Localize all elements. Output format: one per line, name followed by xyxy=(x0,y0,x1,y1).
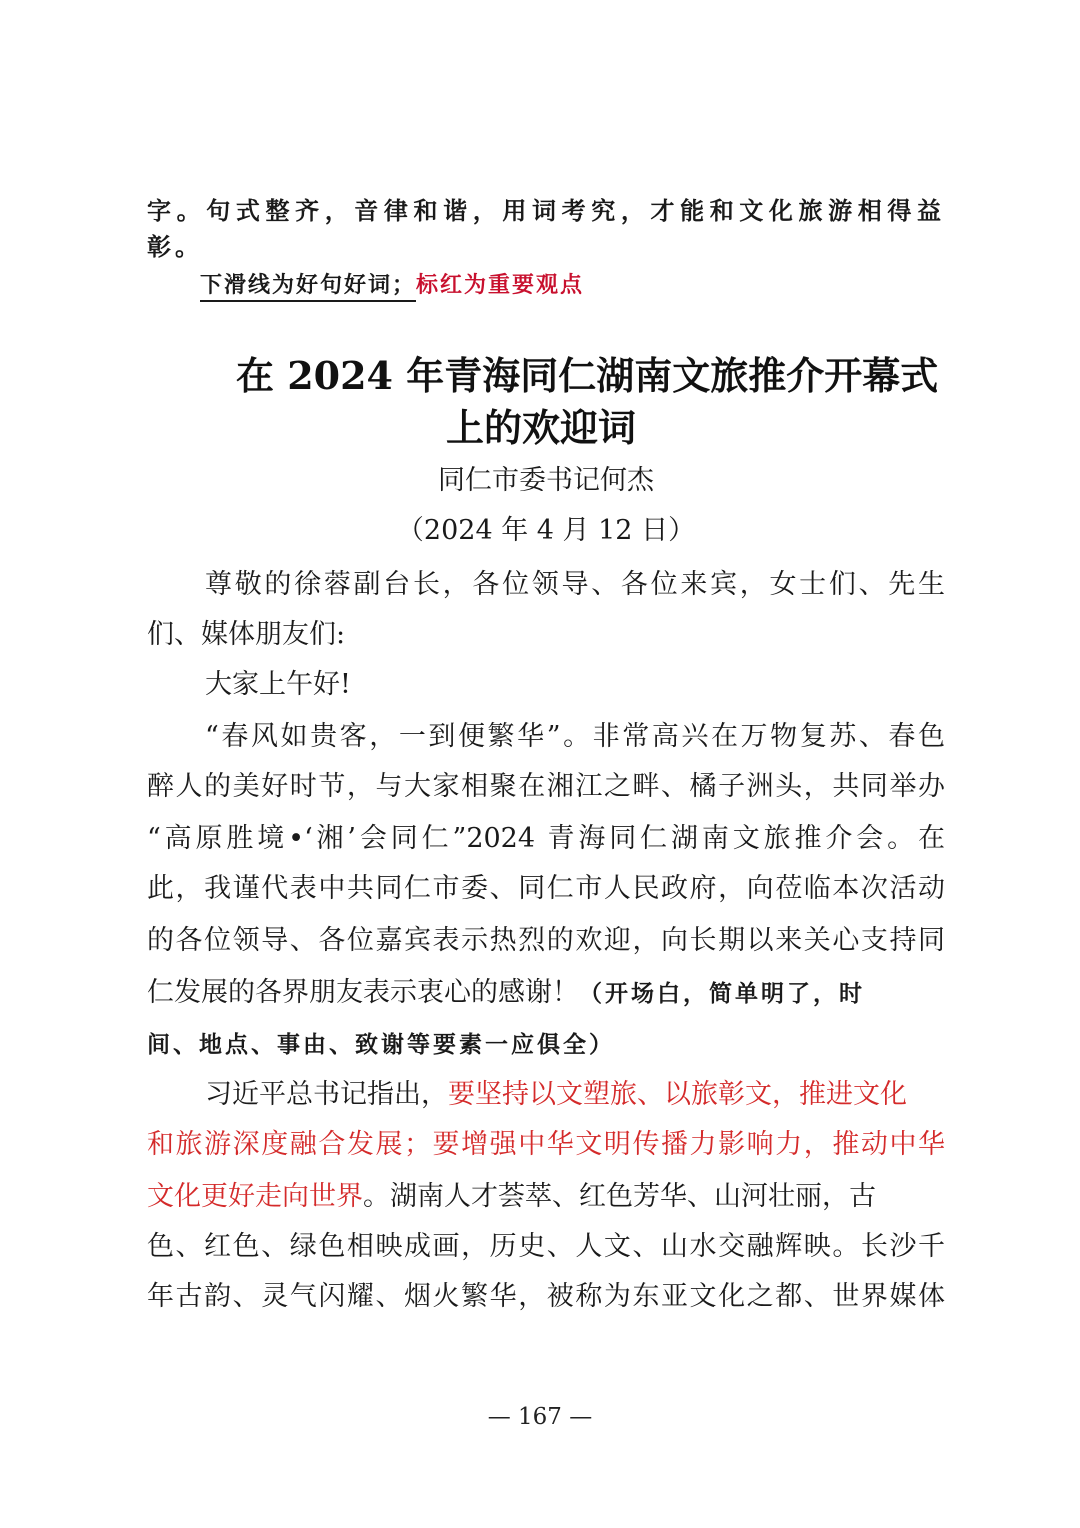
paragraph2-line-1 xyxy=(205,1078,945,1112)
paragraph1-line-7-note: 间、地点、事由、致谢等要素一应俱全） xyxy=(147,1032,615,1058)
paragraph1-line-6 xyxy=(147,976,945,1011)
legend-underline-text: 下滑线为好句好词； xyxy=(200,273,416,302)
paragraph1-line-1: “春风如贵客，一到便繁华”。非常高兴在万物复苏、春色 xyxy=(205,721,945,752)
paragraph1-line-4: 此，我谨代表中共同仁市委、同仁市人民政府，向莅临本次活动 xyxy=(147,873,945,904)
greeting-line-1: 尊敬的徐蓉副台长，各位领导、各位来宾，女士们、先生 xyxy=(205,569,945,600)
paragraph1-line-5: 的各位领导、各位嘉宾表示热烈的欢迎，向长期以来关心支持同 xyxy=(147,925,945,956)
paragraph2-line-5: 年古韵、灵气闪耀、烟火繁华，被称为东亚文化之都、世界媒体 xyxy=(147,1281,945,1312)
header-note-line-1: 字。句式整齐，音律和谐，用词考究，才能和文化旅游相得益 xyxy=(147,197,945,225)
header-note-line-2: 彰。 xyxy=(147,233,203,261)
paragraph1-line-6-text: 仁发展的各界朋友表示衷心的感谢！ xyxy=(147,977,579,1008)
greeting-line-2: 们、媒体朋友们: xyxy=(147,619,346,650)
date: （2024 年 4 月 12 日） xyxy=(396,515,696,546)
paragraph1-line-3: “高原胜境•‘湘’会同仁”2024 青海同仁湖南文旅推介会。在 xyxy=(147,823,945,854)
greeting-line-3: 大家上午好! xyxy=(205,669,351,700)
paragraph2-line-3-red: 文化更好走向世界 xyxy=(147,1181,363,1212)
paragraph2-line-3-plain: 。湖南人才荟萃、红色芳华、山河壮丽，古 xyxy=(363,1181,876,1212)
paragraph2-line-2-red: 和旅游深度融合发展；要增强中华文明传播力影响力，推动中华 xyxy=(147,1129,945,1160)
paragraph2-line-3 xyxy=(147,1180,945,1214)
title-line-1: 在 2024 年青海同仁湖南文旅推介开幕式 xyxy=(236,353,939,398)
legend-red-text: 标红为重要观点 xyxy=(416,273,585,298)
page-number: — 167 — xyxy=(487,1404,593,1430)
paragraph1-line-6-note: （开场白，简单明了，时 xyxy=(579,981,865,1007)
legend xyxy=(200,268,584,299)
paragraph2-line-1-plain: 习近平总书记指出， xyxy=(205,1079,448,1110)
title-line-2: 上的欢迎词 xyxy=(446,405,637,450)
paragraph2-line-1-red: 要坚持以文塑旅、以旅彰文，推进文化 xyxy=(448,1079,907,1110)
author: 同仁市委书记何杰 xyxy=(438,465,654,496)
paragraph1-line-2: 醉人的美好时节，与大家相聚在湘江之畔、橘子洲头，共同举办 xyxy=(147,771,945,802)
paragraph2-line-4: 色、红色、绿色相映成画，历史、人文、山水交融辉映。长沙千 xyxy=(147,1231,945,1262)
